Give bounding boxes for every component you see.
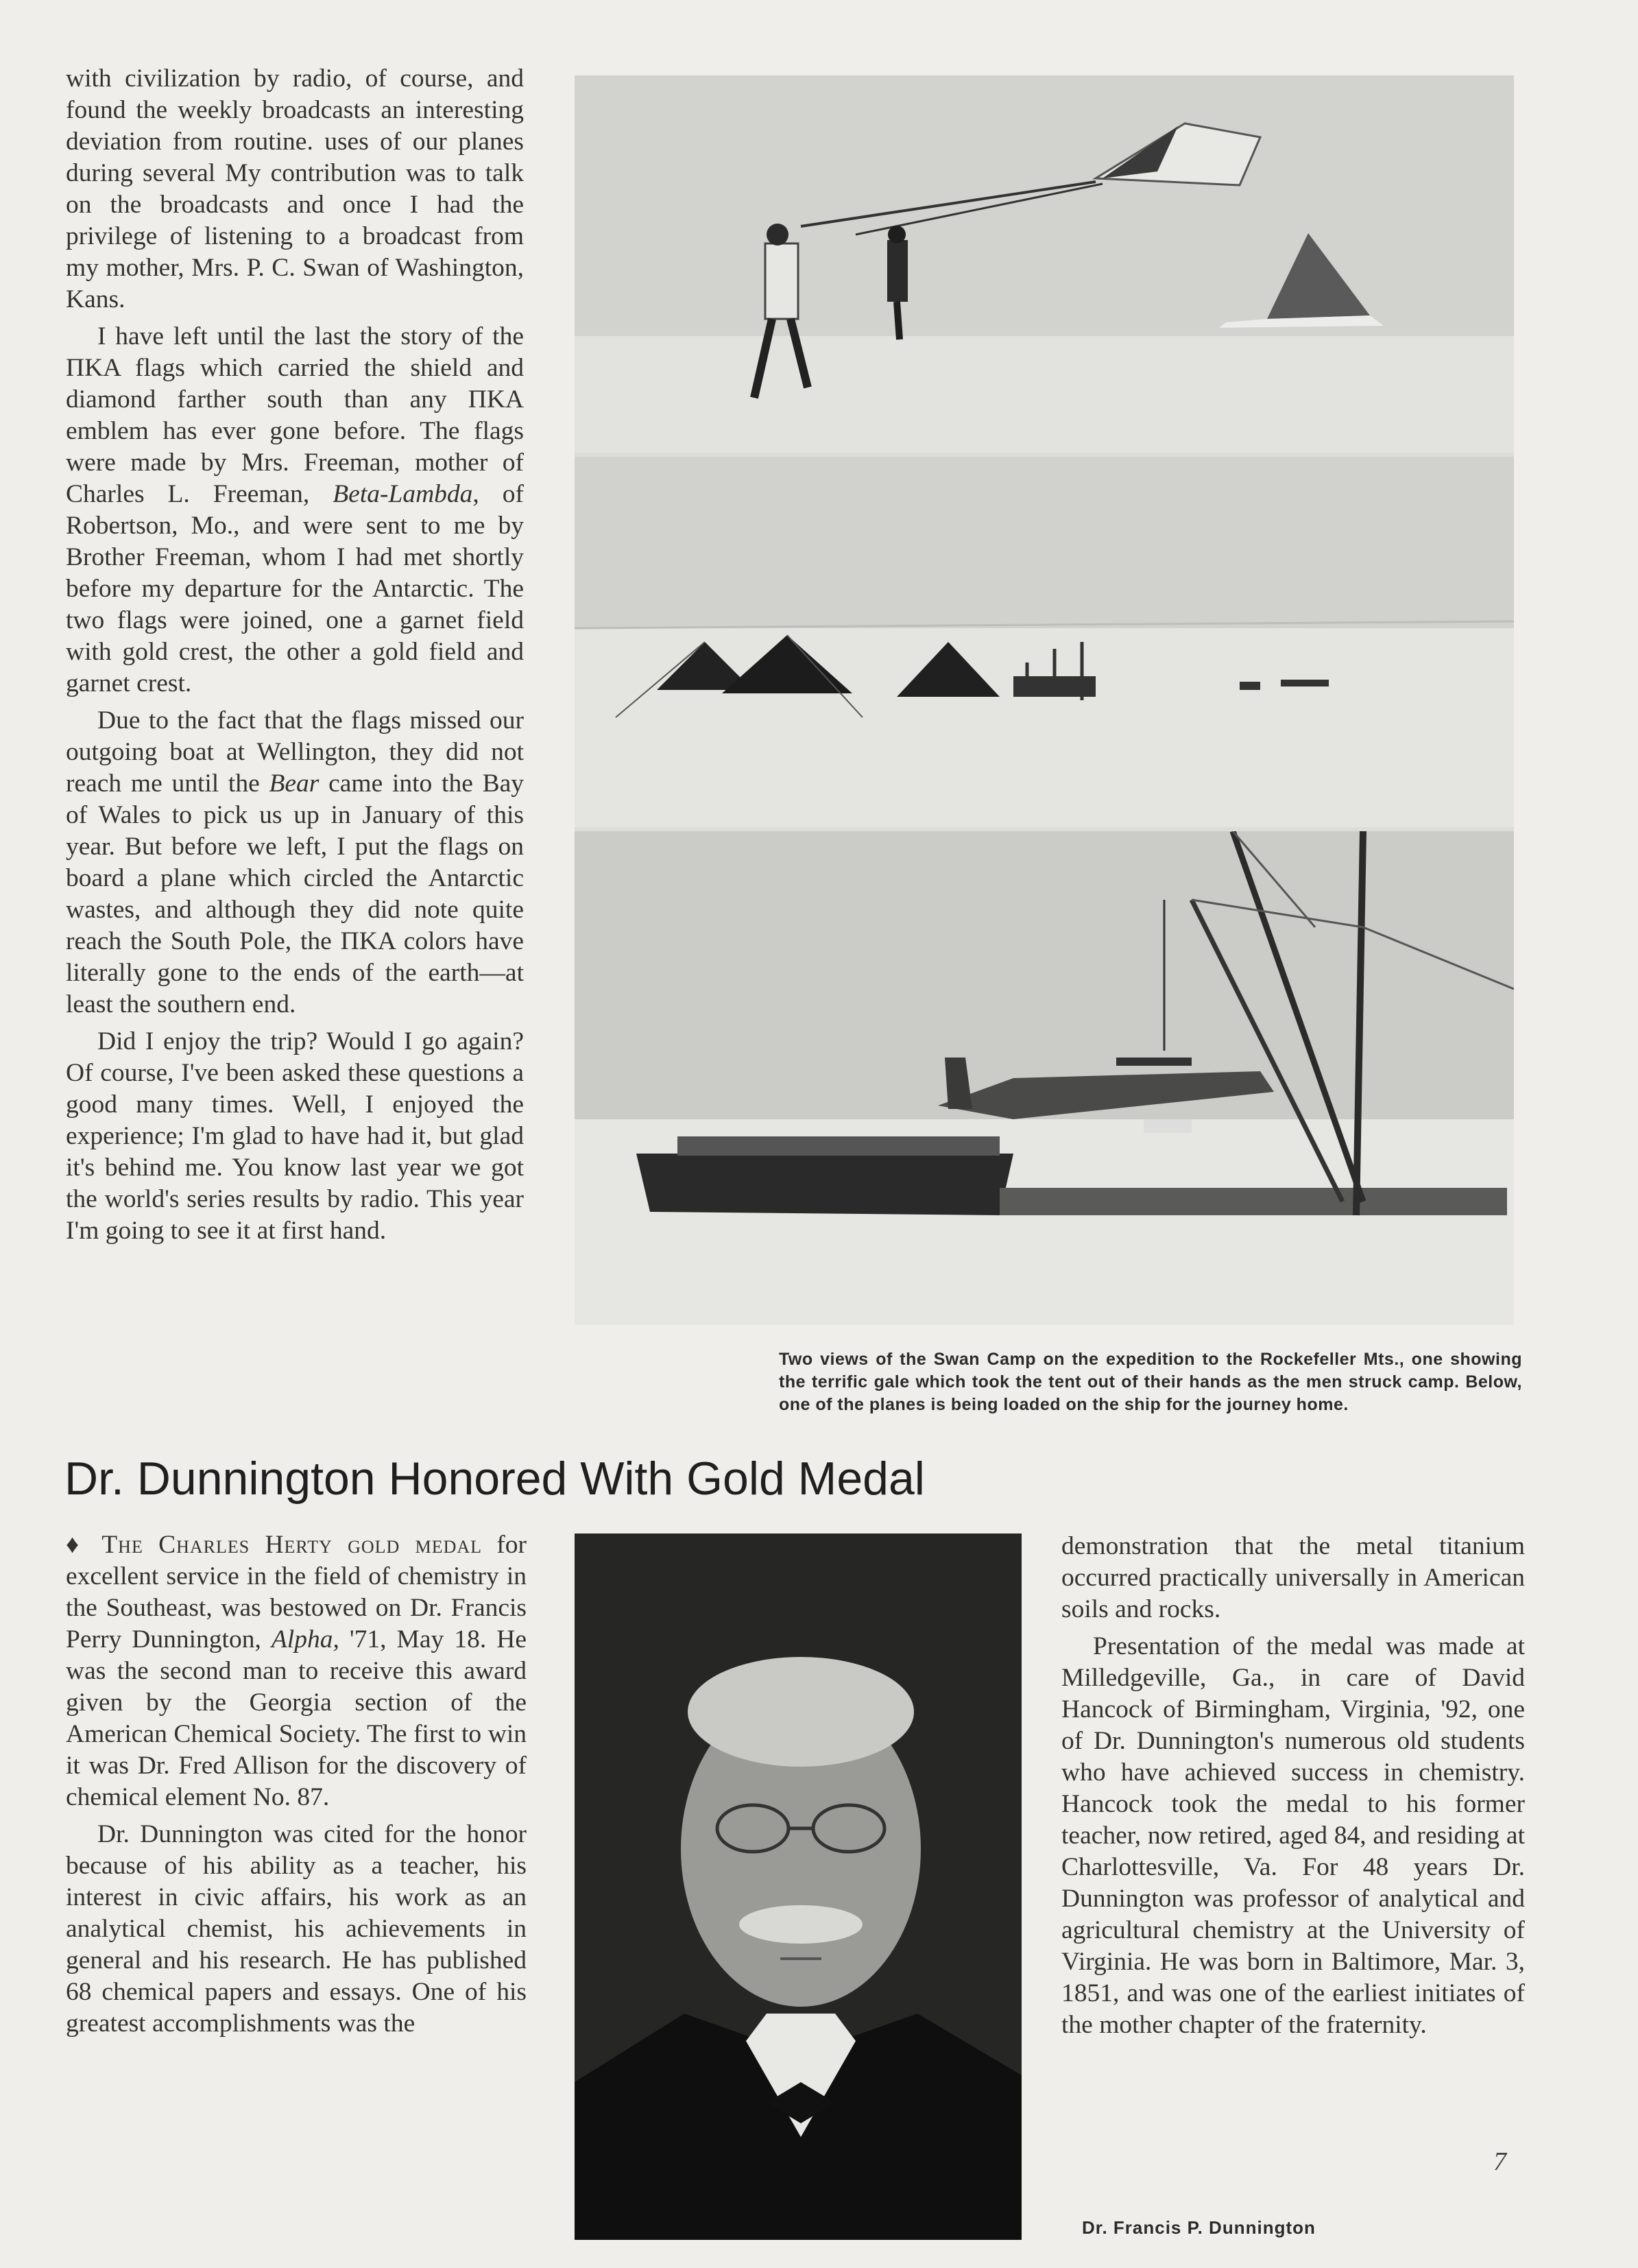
article-headline: Dr. Dunnington Honored With Gold Medal (64, 1453, 925, 1505)
photo-plane-loading (575, 831, 1514, 1325)
lead-text: for excellent service in the field of chemistry in the Southeast, was bestowed on Dr. Francis Perry Dunnington, (66, 1531, 527, 1654)
lead-chapter: Alpha, (271, 1625, 339, 1654)
paragraph-missed-text: Due to the fact that the flags missed our outgoing boat at Wellington, they did not reach me until the (66, 706, 524, 798)
expedition-photos (575, 75, 1514, 1325)
portrait-caption: Dr. Francis P. Dunnington (1082, 2217, 1316, 2238)
lead-smallcaps: The Charles Herty gold medal (101, 1531, 483, 1559)
paragraph-flags-story (66, 321, 524, 700)
paragraph-presentation: Presentation of the medal was made at Milledgeville, Ga., in care of David Hancock of Birmingham, Virginia, '92, one of Dr. Dunnington's numerous old students who have achieved success in chemistry. Hancock took the medal to his former teacher, now retired, aged 84, and residing at Charlottesville, Va. For 48 years Dr. Dunnington was professor of analytical and agricultural chemistry at the University of Virginia. He was born in Baltimore, Mar. 3, 1851, and was one of the earliest initiates of the mother chapter of the fraternity. (1061, 1632, 1525, 2039)
chapter-name: Beta-Lambda (333, 480, 473, 508)
paragraph-titanium: demonstration that the metal titanium occurred practically universally in American soils and rocks. (1061, 1532, 1525, 1623)
article-body-left (66, 1529, 527, 2040)
paragraph-radio-broadcasts: with civilization by radio, of course, and found the weekly broadcasts an interesting deviation from routine. uses of our planes during several My contribution was to talk on the broadcasts and once I had the privilege of listening to a broadcast from my mother, Mrs. P. C. Swan of Washington, Kans. (66, 64, 524, 313)
article-continuation (66, 63, 524, 1247)
photo-swan-camp (575, 457, 1514, 827)
portrait-photo (575, 1533, 1022, 2240)
paragraph-missed-rest: came into the Bay of Wales to pick us up in January of this year. But before we left, I put the flags on board a plane which circled the Antarctic wastes, and although they did note quite reach the South Pole, the ΠΚΑ colors have literally gone to the ends of the earth—at least the southern end. (66, 769, 524, 1018)
page-number: 7 (1493, 2147, 1506, 2176)
paragraph-flags-missed (66, 705, 524, 1020)
ship-name: Bear (269, 769, 320, 798)
paragraph-cited: Dr. Dunnington was cited for the honor because of his ability as a teacher, his interest in civic affairs, his work as an analytical chemist, his achievements in general and his research. He has published 68 chemical papers and essays. One of his greatest accomplishments was the (66, 1820, 527, 2038)
bullet-icon: ♦ (66, 1531, 88, 1559)
lead-end: '71, May 18. He was the second man to receive this award given by the Georgia section of the American Chemical Society. The first to win it was Dr. Fred Allison for the discovery of chemical element No. 87. (66, 1625, 527, 1811)
paragraph-flags-rest: , of Robertson, Mo., and were sent to me by Brother Freeman, whom I had met shortly before my departure for the Antarctic. The two flags were joined, one a garnet field with gold crest, the other a gold field and garnet crest. (66, 480, 524, 697)
photo-gale-tent (575, 75, 1514, 453)
article-body-right (1061, 1531, 1525, 2041)
photo-caption: Two views of the Swan Camp on the expedition to the Rockefeller Mts., one showing the terrific gale which took the tent out of their hands as the men struck camp. Below, one of the planes is being loaded on the ship for the journey home. (779, 1350, 1522, 1414)
lead-paragraph (66, 1529, 527, 1813)
paragraph-flags-text: I have left until the last the story of the ΠΚΑ flags which carried the shield and diamond farther south than any ΠΚΑ emblem has ever gone before. The flags were made by Mrs. Freeman, mother of Charles L. Freeman, (66, 322, 524, 508)
paragraph-enjoy-trip: Did I enjoy the trip? Would I go again? Of course, I've been asked these questions a good many times. Well, I enjoyed the experience; I'm glad to have had it, but glad it's behind me. You know last year we got the world's series results by radio. This year I'm going to see it at first hand. (66, 1027, 524, 1245)
